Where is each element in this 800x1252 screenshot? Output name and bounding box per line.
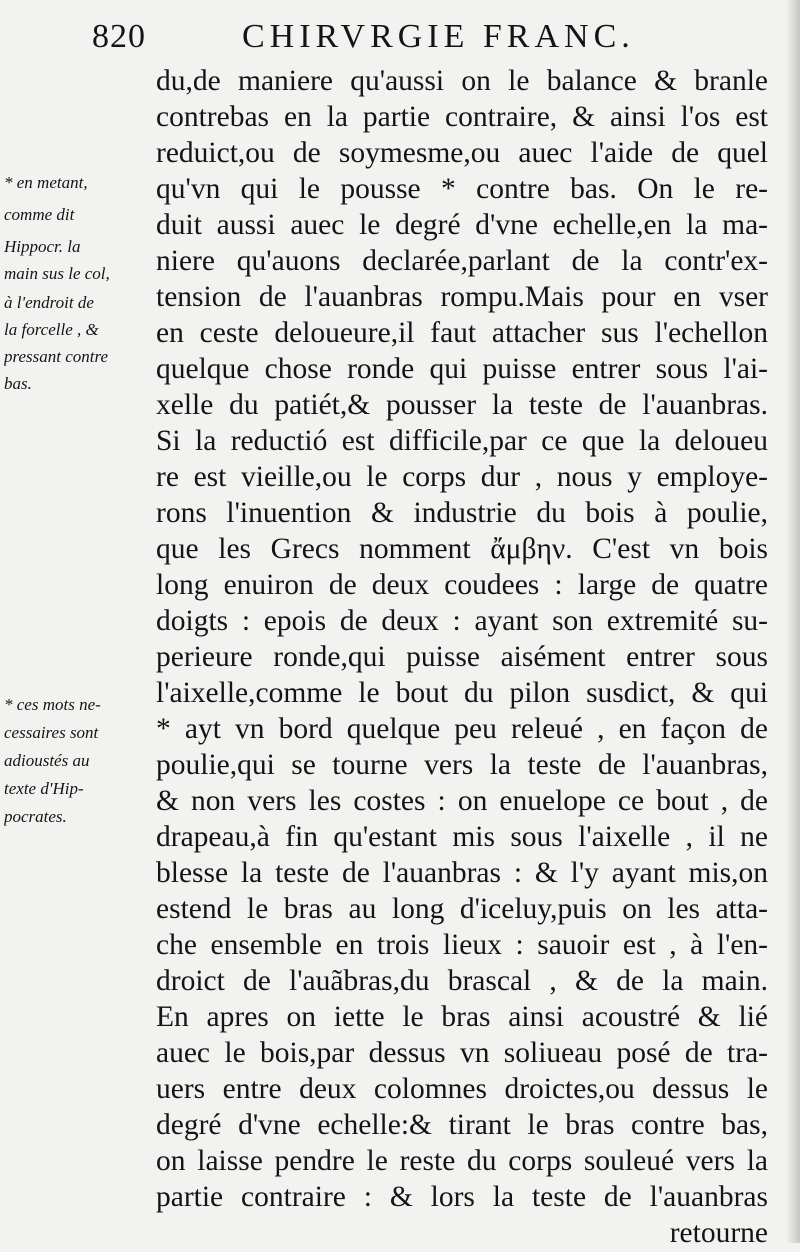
text-line: droict de l'auãbras,du brascal , & de la main. <box>156 965 768 997</box>
text-line: Si la reductió est difficile,par ce que la deloueu <box>156 425 768 457</box>
text-line: qu'vn qui le pousse * contre bas. On le re- <box>156 173 768 205</box>
text-line: partie contraire : & lors la teste de l'auanbras <box>156 1181 768 1213</box>
note-line: bas. <box>4 374 32 393</box>
catchword: retourne <box>669 1217 768 1249</box>
note-line: * en metant, <box>4 173 88 192</box>
note-line: * ces mots ne- <box>4 695 101 714</box>
text-line: quelque chose ronde qui puisse entrer sous l'ai- <box>156 353 768 385</box>
text-line: xelle du patiét,& pousser la teste de l'auanbras. <box>156 389 768 421</box>
text-line: niere qu'auons declarée,parlant de la contr'ex- <box>156 245 768 277</box>
text-line: contrebas en la partie contraire, & ainsi l'os est <box>156 101 768 133</box>
text-line: che ensemble en trois lieux : sauoir est , à l'en- <box>156 929 768 961</box>
running-title: CHIRVRGIE FRANC. <box>242 18 635 55</box>
text-line: * ayt vn bord quelque peu releué , en façon de <box>156 713 768 745</box>
text-line: drapeau,à fin qu'estant mis sous l'aixelle , il ne <box>156 821 768 853</box>
text-line: uers entre deux colomnes droictes,ou dessus le <box>156 1073 768 1105</box>
note-line: cessaires sont <box>4 723 99 742</box>
note-line: la forcelle , & <box>4 320 99 339</box>
note-line: texte d'Hip- <box>4 779 84 798</box>
text-line: doigts : epois de deux : ayant son extremité su- <box>156 605 768 637</box>
note-line: main sus le col, <box>4 264 110 283</box>
text-line: En apres on iette le bras ainsi acoustré & lié <box>156 1001 768 1033</box>
text-line: degré d'vne echelle:& tirant le bras contre bas, <box>156 1109 768 1141</box>
note-line: pressant contre <box>4 347 109 366</box>
note-line: Hippocr. la <box>4 237 81 256</box>
text-line: perieure ronde,qui puisse aisément entrer sous <box>156 641 768 673</box>
text-line: tension de l'auanbras rompu.Mais pour en vser <box>156 281 768 313</box>
text-line: du,de maniere qu'aussi on le balance & branle <box>156 65 768 97</box>
text-line: estend le bras au long d'iceluy,puis on les atta- <box>156 893 768 925</box>
text-line: rons l'inuention & industrie du bois à poulie, <box>156 497 768 529</box>
text-line: re est vieille,ou le corps dur , nous y employe- <box>156 461 768 493</box>
text-line: que les Grecs nomment ἄμβην. C'est vn bois <box>156 533 768 565</box>
text-line: en ceste deloueure,il faut attacher sus l'echellon <box>156 317 768 349</box>
page-header <box>0 18 800 62</box>
note-line: comme dit <box>4 205 75 224</box>
page-edge-shadow <box>786 0 800 1243</box>
note-line: adioustés au <box>4 751 90 770</box>
text-line: long enuiron de deux coudees : large de quatre <box>156 569 768 601</box>
text-line: duit aussi auec le degré d'vne echelle,en la ma- <box>156 209 768 241</box>
note-line: à l'endroit de <box>4 293 94 312</box>
text-line: blesse la teste de l'auanbras : & l'y ayant mis,on <box>156 857 768 889</box>
text-line: poulie,qui se tourne vers la teste de l'auanbras, <box>156 749 768 781</box>
page-number: 820 <box>92 18 146 55</box>
text-line: reduict,ou de soymesme,ou auec l'aide de quel <box>156 137 768 169</box>
text-line: & non vers les costes : on enuelope ce bout , de <box>156 785 768 817</box>
text-line: on laisse pendre le reste du corps souleué vers la <box>156 1145 768 1177</box>
text-line: auec le bois,par dessus vn soliueau posé de tra- <box>156 1037 768 1069</box>
text-line: l'aixelle,comme le bout du pilon susdict, & qui <box>156 677 768 709</box>
note-line: pocrates. <box>4 807 67 826</box>
